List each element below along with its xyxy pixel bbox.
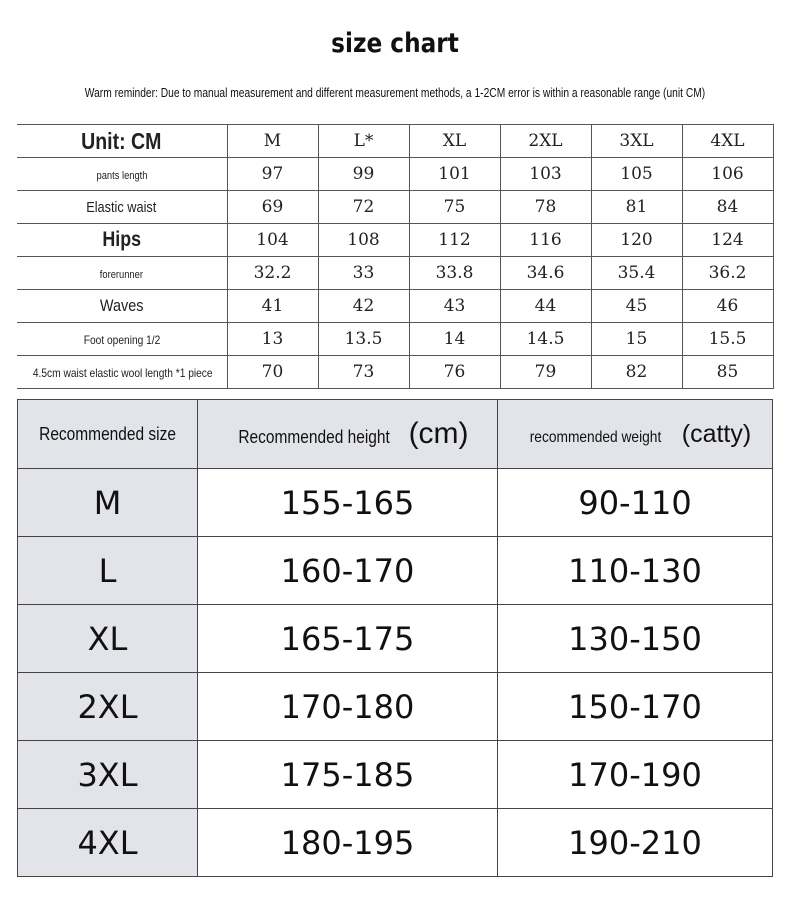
table-cell: 72	[318, 191, 409, 224]
table-cell: 46	[682, 290, 773, 323]
page-title: size chart	[331, 28, 459, 59]
table-cell: 15.5	[682, 323, 773, 356]
table-cell: 84	[682, 191, 773, 224]
size-cell: XL	[18, 605, 198, 673]
size-cell: M	[18, 469, 198, 537]
table-cell: 32.2	[227, 257, 318, 290]
table-row	[17, 257, 773, 290]
table-row	[17, 323, 773, 356]
size-header: XL	[409, 125, 500, 158]
size-header: 3XL	[591, 125, 682, 158]
table-cell: 75	[409, 191, 500, 224]
table-row	[18, 605, 773, 673]
table-cell: 14.5	[500, 323, 591, 356]
size-header: L*	[318, 125, 409, 158]
table-row	[17, 356, 773, 389]
header-height: Recommended height (cm)	[198, 400, 498, 469]
table-row	[17, 290, 773, 323]
size-cell: 3XL	[18, 741, 198, 809]
warm-reminder: Warm reminder: Due to manual measurement and different measurement methods, a 1-2CM error is within a reasonable range (unit CM)	[84, 86, 706, 100]
table-cell: 42	[318, 290, 409, 323]
size-header: 2XL	[500, 125, 591, 158]
table-cell: 69	[227, 191, 318, 224]
table-row	[18, 469, 773, 537]
table-cell: 76	[409, 356, 500, 389]
height-cell: 160-170	[198, 537, 498, 605]
row-label: Hips	[17, 224, 227, 257]
table-cell: 15	[591, 323, 682, 356]
size-cell: 2XL	[18, 673, 198, 741]
table-cell: 33	[318, 257, 409, 290]
height-cell: 155-165	[198, 469, 498, 537]
weight-cell: 90-110	[498, 469, 773, 537]
table-cell: 33.8	[409, 257, 500, 290]
weight-cell: 150-170	[498, 673, 773, 741]
table-cell: 34.6	[500, 257, 591, 290]
table-cell: 44	[500, 290, 591, 323]
height-cell: 170-180	[198, 673, 498, 741]
recommendation-table	[17, 399, 773, 877]
row-label: Foot opening 1/2	[17, 323, 227, 356]
row-label: pants length	[17, 158, 227, 191]
table-cell: 112	[409, 224, 500, 257]
weight-cell: 170-190	[498, 741, 773, 809]
size-header: 4XL	[682, 125, 773, 158]
table-cell: 120	[591, 224, 682, 257]
table-cell: 13	[227, 323, 318, 356]
table-cell: 124	[682, 224, 773, 257]
weight-unit: (catty)	[681, 419, 752, 448]
table-row	[18, 673, 773, 741]
row-label: forerunner	[17, 257, 227, 290]
table-row	[17, 158, 773, 191]
table-cell: 41	[227, 290, 318, 323]
table-cell: 104	[227, 224, 318, 257]
table-row	[18, 809, 773, 877]
weight-cell: 190-210	[498, 809, 773, 877]
row-label: 4.5cm waist elastic wool length *1 piece	[17, 356, 227, 389]
size-header: M	[227, 125, 318, 158]
height-cell: 165-175	[198, 605, 498, 673]
table-cell: 14	[409, 323, 500, 356]
table-cell: 79	[500, 356, 591, 389]
table-row	[17, 191, 773, 224]
table-cell: 103	[500, 158, 591, 191]
table-cell: 43	[409, 290, 500, 323]
table-header-row	[18, 400, 773, 469]
table-cell: 97	[227, 158, 318, 191]
size-cell: 4XL	[18, 809, 198, 877]
table-cell: 106	[682, 158, 773, 191]
table-cell: 99	[318, 158, 409, 191]
header-size: Recommended size	[18, 400, 198, 469]
table-cell: 81	[591, 191, 682, 224]
table-cell: 45	[591, 290, 682, 323]
table-row	[17, 125, 773, 158]
table-row	[18, 537, 773, 605]
size-cell: L	[18, 537, 198, 605]
height-cell: 180-195	[198, 809, 498, 877]
table-cell: 105	[591, 158, 682, 191]
weight-cell: 130-150	[498, 605, 773, 673]
table-cell: 101	[409, 158, 500, 191]
header-weight: recommended weight (catty)	[498, 400, 773, 469]
weight-cell: 110-130	[498, 537, 773, 605]
height-unit: (cm)	[408, 417, 469, 450]
measurement-table	[17, 124, 774, 389]
table-row	[18, 741, 773, 809]
table-cell: 13.5	[318, 323, 409, 356]
table-cell: 36.2	[682, 257, 773, 290]
row-label: Waves	[17, 290, 227, 323]
height-cell: 175-185	[198, 741, 498, 809]
row-label: Elastic waist	[17, 191, 227, 224]
table-cell: 35.4	[591, 257, 682, 290]
table-row	[17, 224, 773, 257]
table-cell: 116	[500, 224, 591, 257]
unit-label: Unit: CM	[17, 125, 227, 158]
table-cell: 73	[318, 356, 409, 389]
table-cell: 78	[500, 191, 591, 224]
table-cell: 82	[591, 356, 682, 389]
table-cell: 108	[318, 224, 409, 257]
table-cell: 70	[227, 356, 318, 389]
table-cell: 85	[682, 356, 773, 389]
